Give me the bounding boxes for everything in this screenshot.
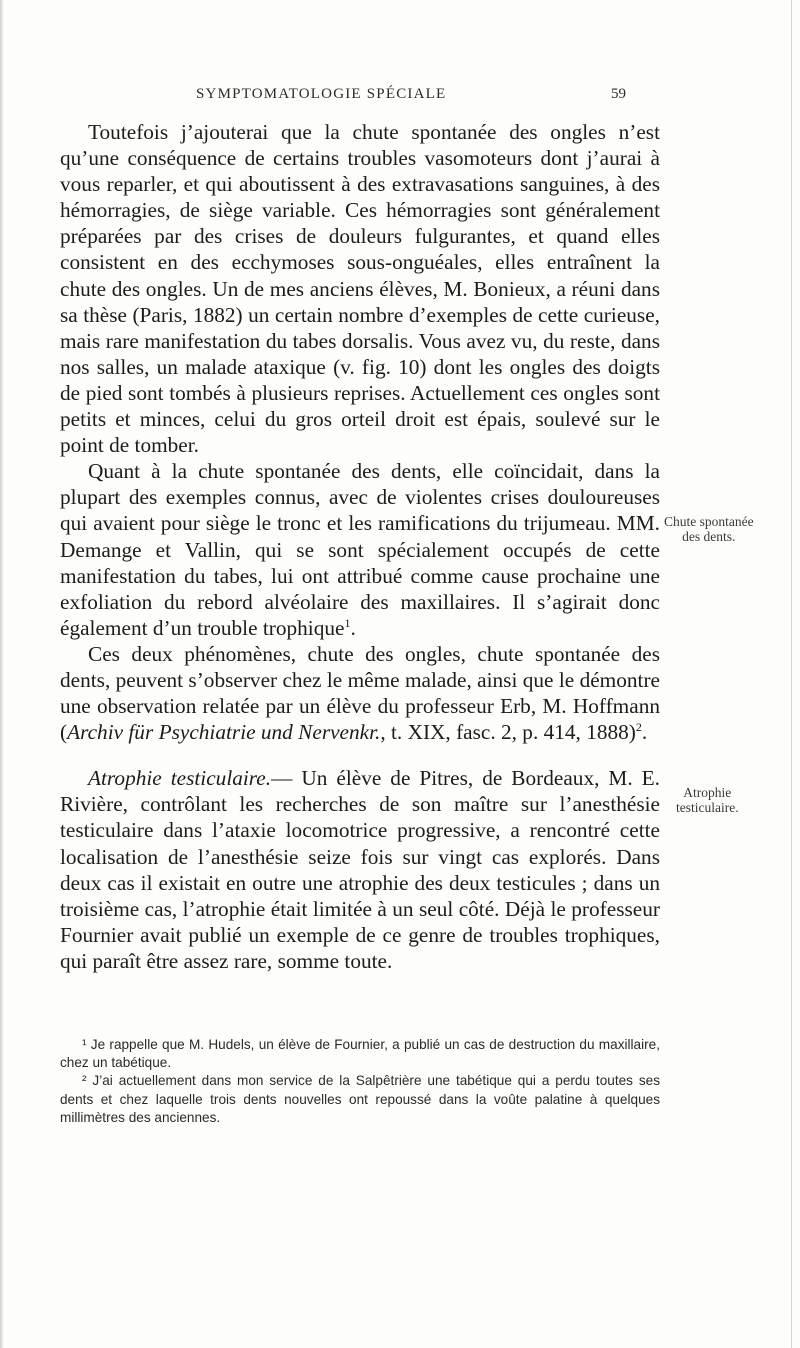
paragraph-teeth-end: . [350,615,356,640]
paragraph-combined [60,641,660,745]
footnote-1-mark: ¹ [82,1037,87,1052]
section-heading-atrophy: Atrophie testiculaire. [88,766,272,791]
margin-note-atrophy [676,785,739,815]
footnote-2-text: J’ai actuellement dans mon service de la Salpêtrière une tabétique qui a perdu toutes ses dents et chez laquelle trois dents nouvelles ont repoussé dans la voûte palatine à quelques millimètres des anciennes. [60,1073,660,1125]
main-text [60,119,660,974]
running-title: SYMPTOMATOLOGIE SPÉCIALE [196,86,447,102]
footnote-2-mark: ² [82,1073,87,1089]
paragraph-atrophy-text: — Un élève de Pitres, de Bordeaux, M. E. Rivière, contrôlant les recherches de son maître sur l’anesthésie testiculaire dans l’ataxie locomotrice progressive, a rencontré cette localisation de l’anesthésie seize fois sur vingt cas explorés. Dans deux cas il existait en outre une atrophie des deux testicules ; dans un troisième cas, l’atrophie était limitée à un seul côté. Déjà le professeur Fournier avait publié un exemple de ce genre de troubles trophiques, qui paraît être assez rare, somme toute. [60,766,660,973]
paragraph-atrophy [60,765,660,974]
footnote-ref-2: 2 [635,720,642,735]
footnote-ref-1: 1 [344,615,351,630]
page-binding-shadow [0,0,4,1348]
footnotes [60,1036,660,1127]
paragraph-teeth-text: Quant à la chute spontanée des dents, elle coïncidait, dans la plupart des exemples connus, avec de violentes crises douloureuses qui avaient pour siège le tronc et les ramifications du trijumeau. MM. Demange et Vallin, qui se sont spécialement occupés de cette manifestation du tabes, lui ont attribué comme cause prochaine une exfoliation du rebord alvéolaire des maxillaires. Il s’agirait donc également d’un trouble trophique [60,459,660,640]
margin-note-atrophy-line2: testiculaire. [676,800,739,815]
paragraph-teeth [60,458,660,641]
footnote-1 [60,1036,660,1072]
running-header [0,86,800,110]
page-number: 59 [611,86,626,102]
citation-details: , t. XIX, fasc. 2, p. 414, 1888) [380,720,636,745]
margin-note-teeth [664,514,754,544]
paragraph-combined-end: . [641,720,648,745]
page-edge-line [791,0,792,1348]
paragraph-combined-text: Ces deux phénomènes, chute des ongles, chute spontanée des dents, peuvent s’observer chez le même malade, ainsi que le démontre une observation relatée par un élève du professeur Erb, M. Hoffmann ( [60,641,660,745]
citation-title: Archiv für Psychiatrie und Nervenkr. [67,720,381,745]
footnote-1-text: Je rappelle que M. Hudels, un élève de Fournier, a publié un cas de destruction du maxillaire, chez un tabétique. [60,1037,660,1071]
margin-note-teeth-line1: Chute spontanée [664,514,754,529]
footnote-2 [60,1072,660,1127]
margin-note-atrophy-line1: Atrophie [683,785,732,800]
margin-note-teeth-line2: des dents. [682,529,736,544]
paragraph-nails: Toutefois j’ajouterai que la chute spontanée des ongles n’est qu’une conséquence de certains troubles vasomoteurs dont j’aurai à vous reparler, et qui aboutissent à des extravasations sanguines, à des hémorragies, de siège variable. Ces hémorragies sont généralement préparées par des crises de douleurs fulgurantes, et quand elles consistent en des ecchymoses sous-onguéales, elles entraînent la chute des ongles. Un de mes anciens élèves, M. Bonieux, a réuni dans sa thèse (Paris, 1882) un certain nombre d’exemples de cette curieuse, mais rare manifestation du tabes dorsalis. Vous avez vu, du reste, dans nos salles, un malade ataxique (v. fig. 10) dont les ongles des doigts de pied sont tombés à plusieurs reprises. Actuellement ces ongles sont petits et minces, celui du gros orteil droit est épais, soulevé sur le point de tomber. [60,120,660,458]
